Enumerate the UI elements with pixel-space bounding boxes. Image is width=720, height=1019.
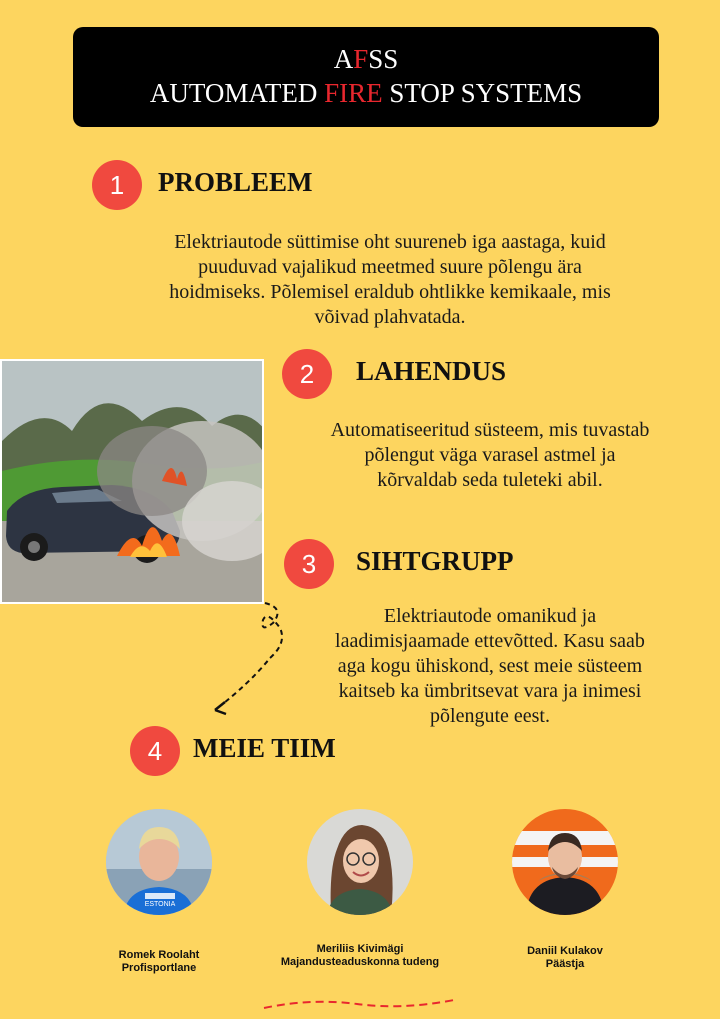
shirt-text: ESTONIA xyxy=(144,901,176,908)
banner-full-name: AUTOMATED FIRE STOP SYSTEMS xyxy=(149,78,583,108)
section-title-problem: PROBLEEM xyxy=(158,167,313,197)
burning-car-photo xyxy=(0,359,264,604)
section-text-problem: Elektriautode süttimise oht suureneb iga aastaga, kuid puuduvad vajalikud meetmed suure põlengu ära hoidmiseks. Põlemisel eraldub ohtlikke kemikaale, mis võivad plahvatada. xyxy=(169,231,611,328)
section-text-target-group: Elektriautode omanikud ja laadimisjaamade ettevõtted. Kasu saab aga kogu ühiskond, sest meie süsteem kaitseb ka ümbritsevat vara ja inimesi põlengute eest. xyxy=(335,605,645,727)
avatar-daniil xyxy=(512,809,618,915)
avatar-meriliis xyxy=(307,809,413,915)
banner-acronym: AFSS xyxy=(333,44,399,74)
section-number-1: 1 xyxy=(92,160,142,210)
burning-car-illustration xyxy=(2,361,264,604)
member-name: Daniil Kulakov xyxy=(527,945,603,957)
section-text-solution: Automatiseeritud süsteem, mis tuvastab põlengut väga varasel astmel ja kõrvaldab seda tuleteki abil. xyxy=(330,419,650,491)
section-number-3: 3 xyxy=(284,539,334,589)
member-role: Profisportlane xyxy=(121,962,197,974)
title-banner xyxy=(73,27,659,127)
member-meriliis xyxy=(250,943,470,969)
section-number-2: 2 xyxy=(282,349,332,399)
dashed-wave-decoration xyxy=(262,994,457,1014)
member-name: Meriliis Kivimägi xyxy=(316,943,404,955)
section-title-target-group: SIHTGRUPP xyxy=(356,546,514,576)
member-daniil xyxy=(490,945,640,971)
member-role: Päästja xyxy=(545,958,585,970)
avatar-romek xyxy=(106,809,212,915)
member-name: Romek Roolaht xyxy=(118,949,200,961)
section-number-4: 4 xyxy=(130,726,180,776)
member-role: Majandusteaduskonna tudeng xyxy=(280,956,440,968)
section-title-solution: LAHENDUS xyxy=(356,356,507,386)
dashed-arrow-decoration xyxy=(195,598,290,728)
member-romek xyxy=(86,949,232,975)
section-title-team: MEIE TIIM xyxy=(193,733,336,763)
